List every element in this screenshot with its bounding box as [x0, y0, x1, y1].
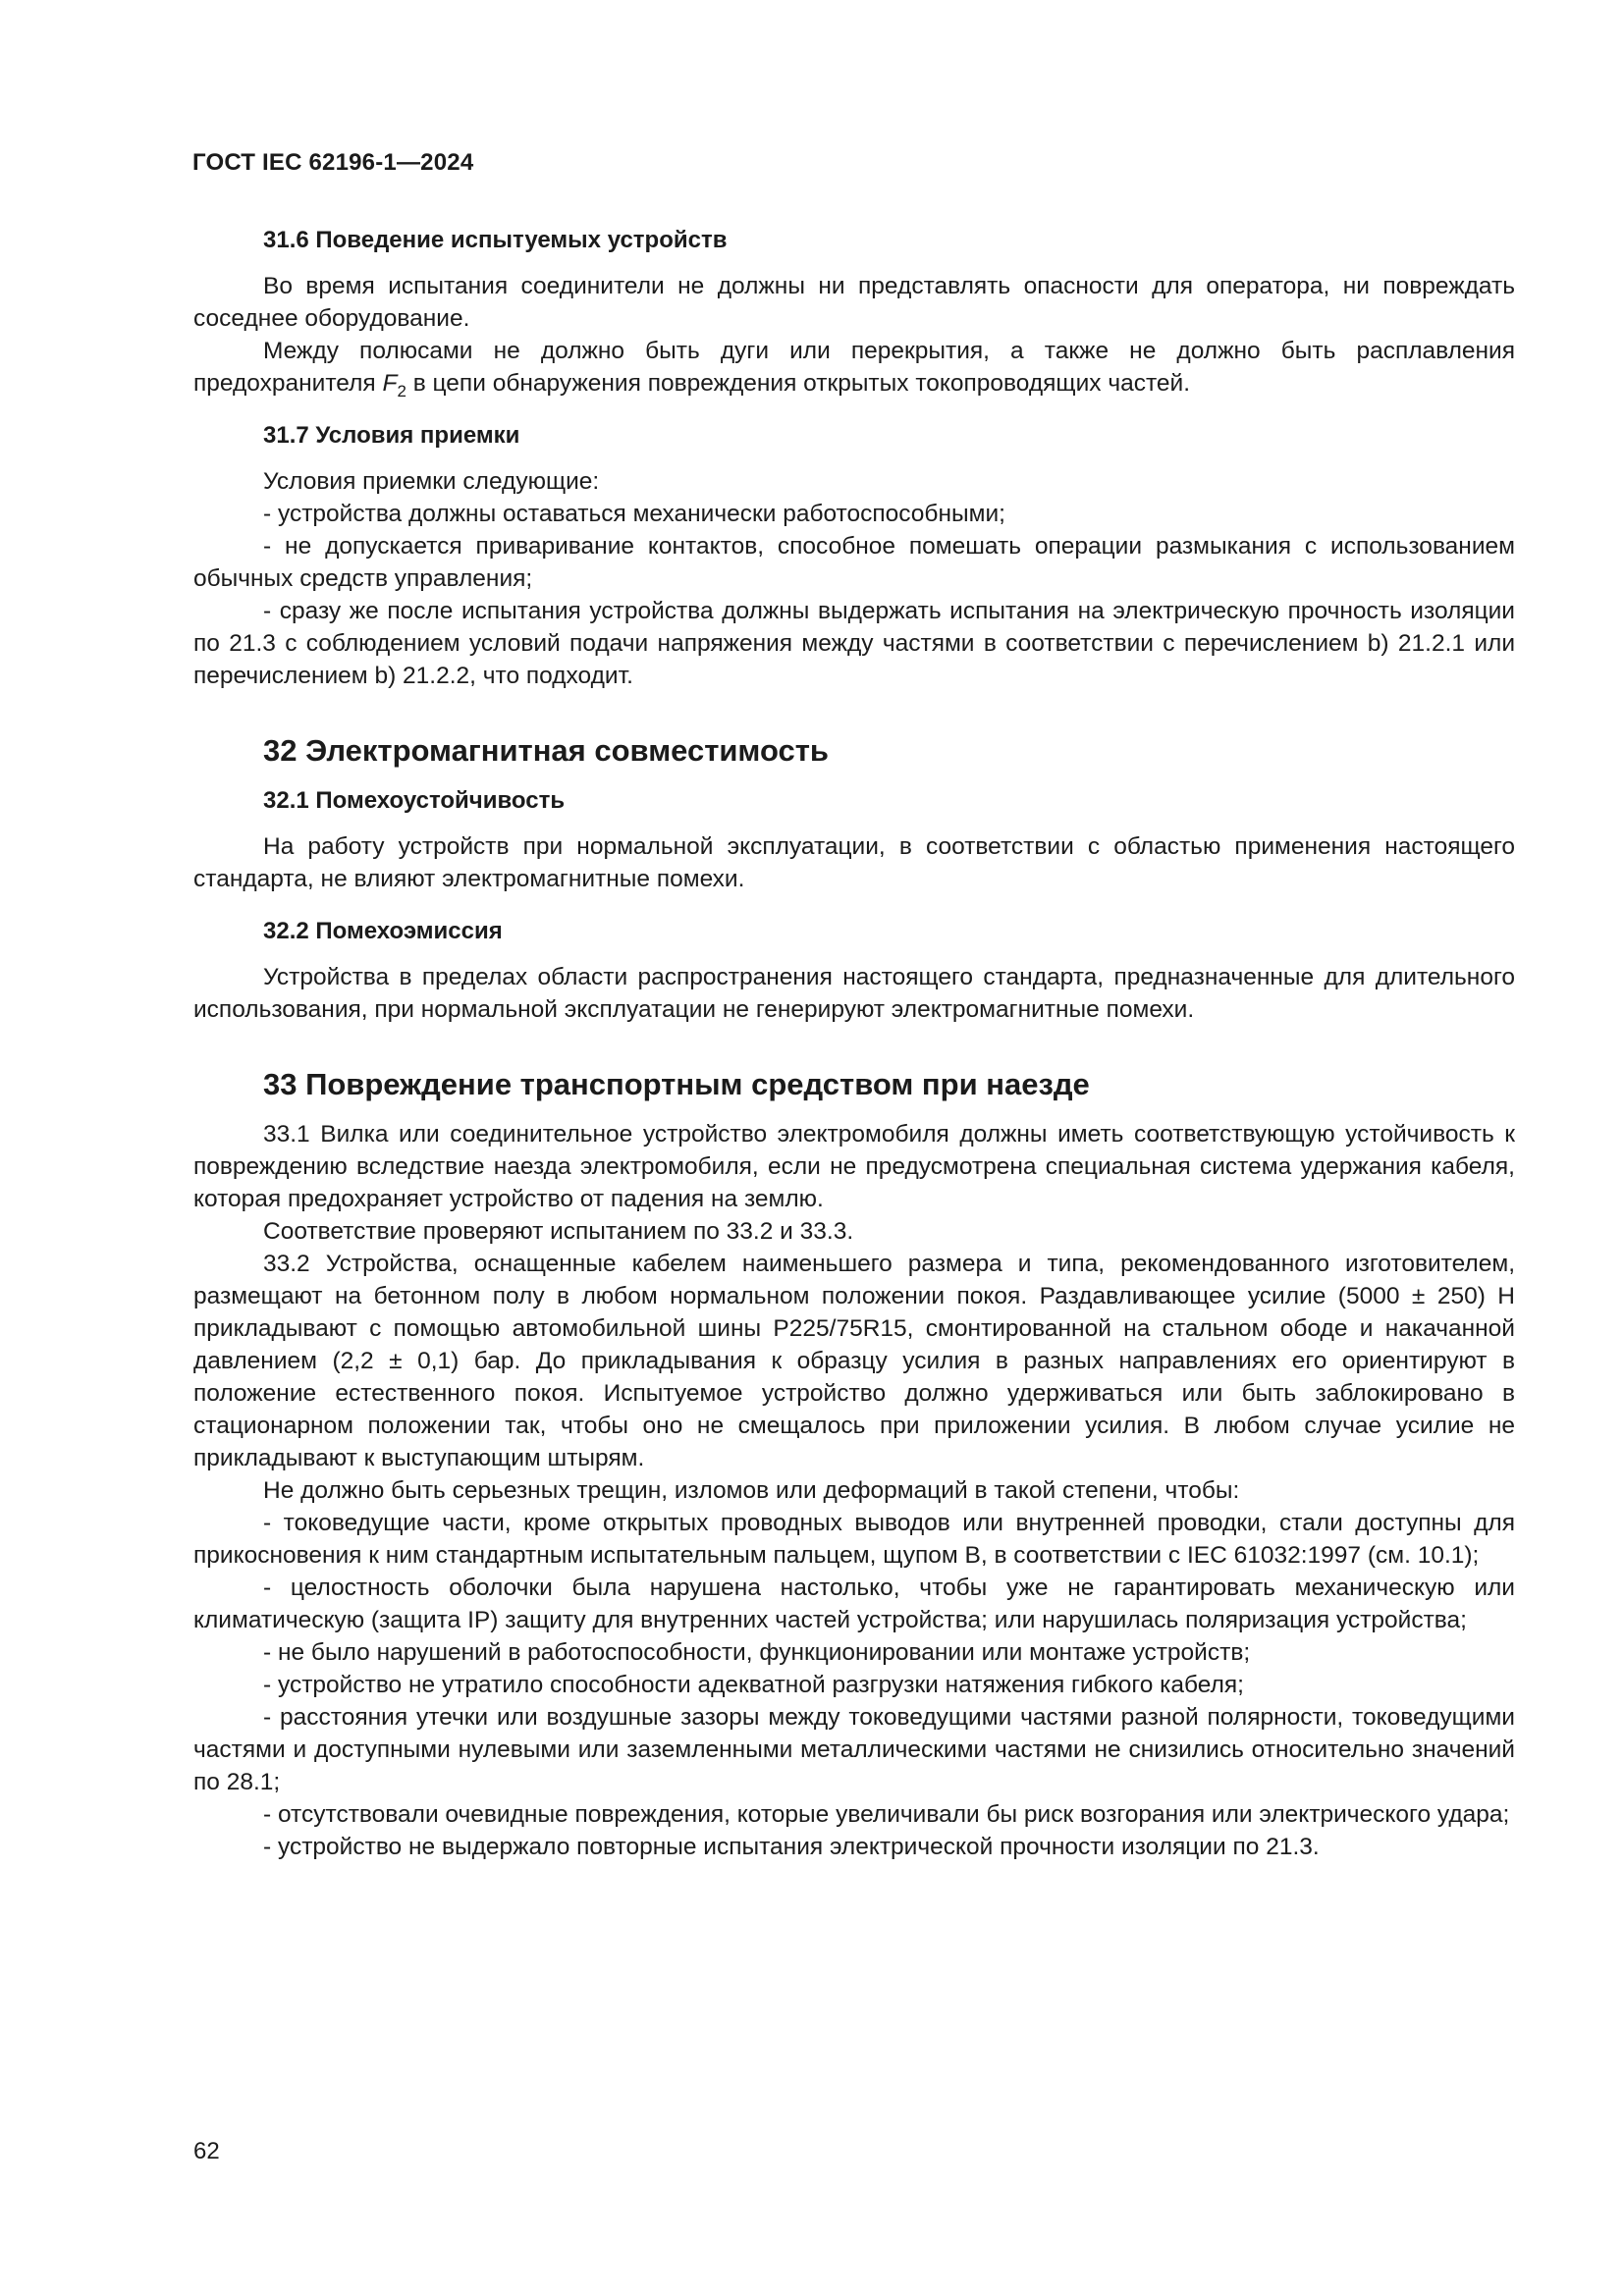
page-number: 62	[193, 2138, 220, 2164]
section-32-title: 32 Электромагнитная совместимость	[263, 733, 829, 768]
list-item: - расстояния утечки или воздушные зазоры между токоведущими частями разной полярности, токоведущими частями и доступными нулевыми или заземленными металлическими частями не снизились относительно значений по 28.1;	[193, 1704, 1515, 1795]
list-item: - не допускается приваривание контактов, способное помешать операции размыкания с использованием обычных средств управления;	[193, 533, 1515, 592]
paragraph: 33.1 Вилка или соединительное устройство электромобиля должны иметь соответствующую устойчивость к повреждению вследствие наезда электромобиля, если не предусмотрена специальная система удержания кабеля, которая предохраняет устройство от падения на землю.	[193, 1121, 1515, 1212]
section-31-6-title: 31.6 Поведение испытуемых устройств	[263, 227, 728, 253]
list-item: - устройства должны оставаться механически работоспособными;	[263, 501, 1005, 527]
paragraph: Условия приемки следующие:	[263, 468, 600, 495]
list-item: - устройство не выдержало повторные испытания электрической прочности изоляции по 21.3.	[263, 1834, 1320, 1860]
section-33-title: 33 Повреждение транспортным средством при наезде	[263, 1067, 1090, 1101]
section-32-1-title: 32.1 Помехоустойчивость	[263, 787, 566, 814]
list-item: - целостность оболочки была нарушена настолько, чтобы уже не гарантировать механическую или климатическую (защита IP) защиту для внутренних частей устройства; или нарушилась поляризация устройства;	[193, 1575, 1515, 1633]
paragraph: Во время испытания соединители не должны ни представлять опасности для оператора, ни повреждать соседнее оборудование.	[193, 273, 1515, 332]
fuse-subscript: 2	[397, 382, 406, 400]
paragraph: Не должно быть серьезных трещин, изломов или деформаций в такой степени, чтобы:	[263, 1477, 1240, 1504]
paragraph: 33.2 Устройства, оснащенные кабелем наименьшего размера и типа, рекомендованного изготовителем, размещают на бетонном полу в любом нормальном положении покоя. Раздавливающее усилие (5000 ± 250) Н прикладывают с помощью автомобильной шины P225/75R15, смонтированной на стальном ободе и накачанной давлением (2,2 ± 0,1) бар. До прикладывания к образцу усилия в разных направлениях его ориентируют в положение естественного покоя. Испытуемое устройство должно удерживаться или быть заблокировано в стационарном положении так, чтобы оно не смещалось при приложении усилия. В любом случае усилие не прикладывают к выступающим штырям.	[193, 1251, 1515, 1471]
list-item: - устройство не утратило способности адекватной разгрузки натяжения гибкого кабеля;	[263, 1672, 1244, 1698]
paragraph: На работу устройств при нормальной эксплуатации, в соответствии с областью применения настоящего стандарта, не влияют электромагнитные помехи.	[193, 833, 1515, 892]
paragraph: Устройства в пределах области распространения настоящего стандарта, предназначенные для длительного использования, при нормальной эксплуатации не генерируют электромагнитные помехи.	[193, 964, 1515, 1023]
paragraph: Между полюсами не должно быть дуги или перекрытия, а также не должно быть расплавления предохранителя $F_2$ в цепи обнаружения повреждения открытых токопроводящих частей.	[193, 338, 1515, 400]
section-32-2-title: 32.2 Помехоэмиссия	[263, 918, 503, 944]
document-header: ГОСТ IEC 62196-1—2024	[192, 149, 474, 176]
list-item: - токоведущие части, кроме открытых проводных выводов или внутренней проводки, стали доступны для прикосновения к ним стандартным испытательным пальцем, щупом B, в соответствии с IEC 61032:1997 (см. 10.1);	[193, 1510, 1515, 1569]
list-item: - не было нарушений в работоспособности, функционировании или монтаже устройств;	[263, 1639, 1251, 1666]
paragraph: Соответствие проверяют испытанием по 33.2 и 33.3.	[263, 1218, 854, 1245]
list-item: - отсутствовали очевидные повреждения, которые увеличивали бы риск возгорания или электрического удара;	[263, 1801, 1510, 1828]
list-item: - сразу же после испытания устройства должны выдержать испытания на электрическую прочность изоляции по 21.3 с соблюдением условий подачи напряжения между частями в соответствии с перечислением b) 21.2.1 или перечислением b) 21.2.2, что подходит.	[193, 598, 1515, 689]
page-content	[193, 224, 1515, 1863]
fuse-variable: F	[382, 370, 398, 397]
section-31-7-title: 31.7 Условия приемки	[263, 422, 520, 449]
